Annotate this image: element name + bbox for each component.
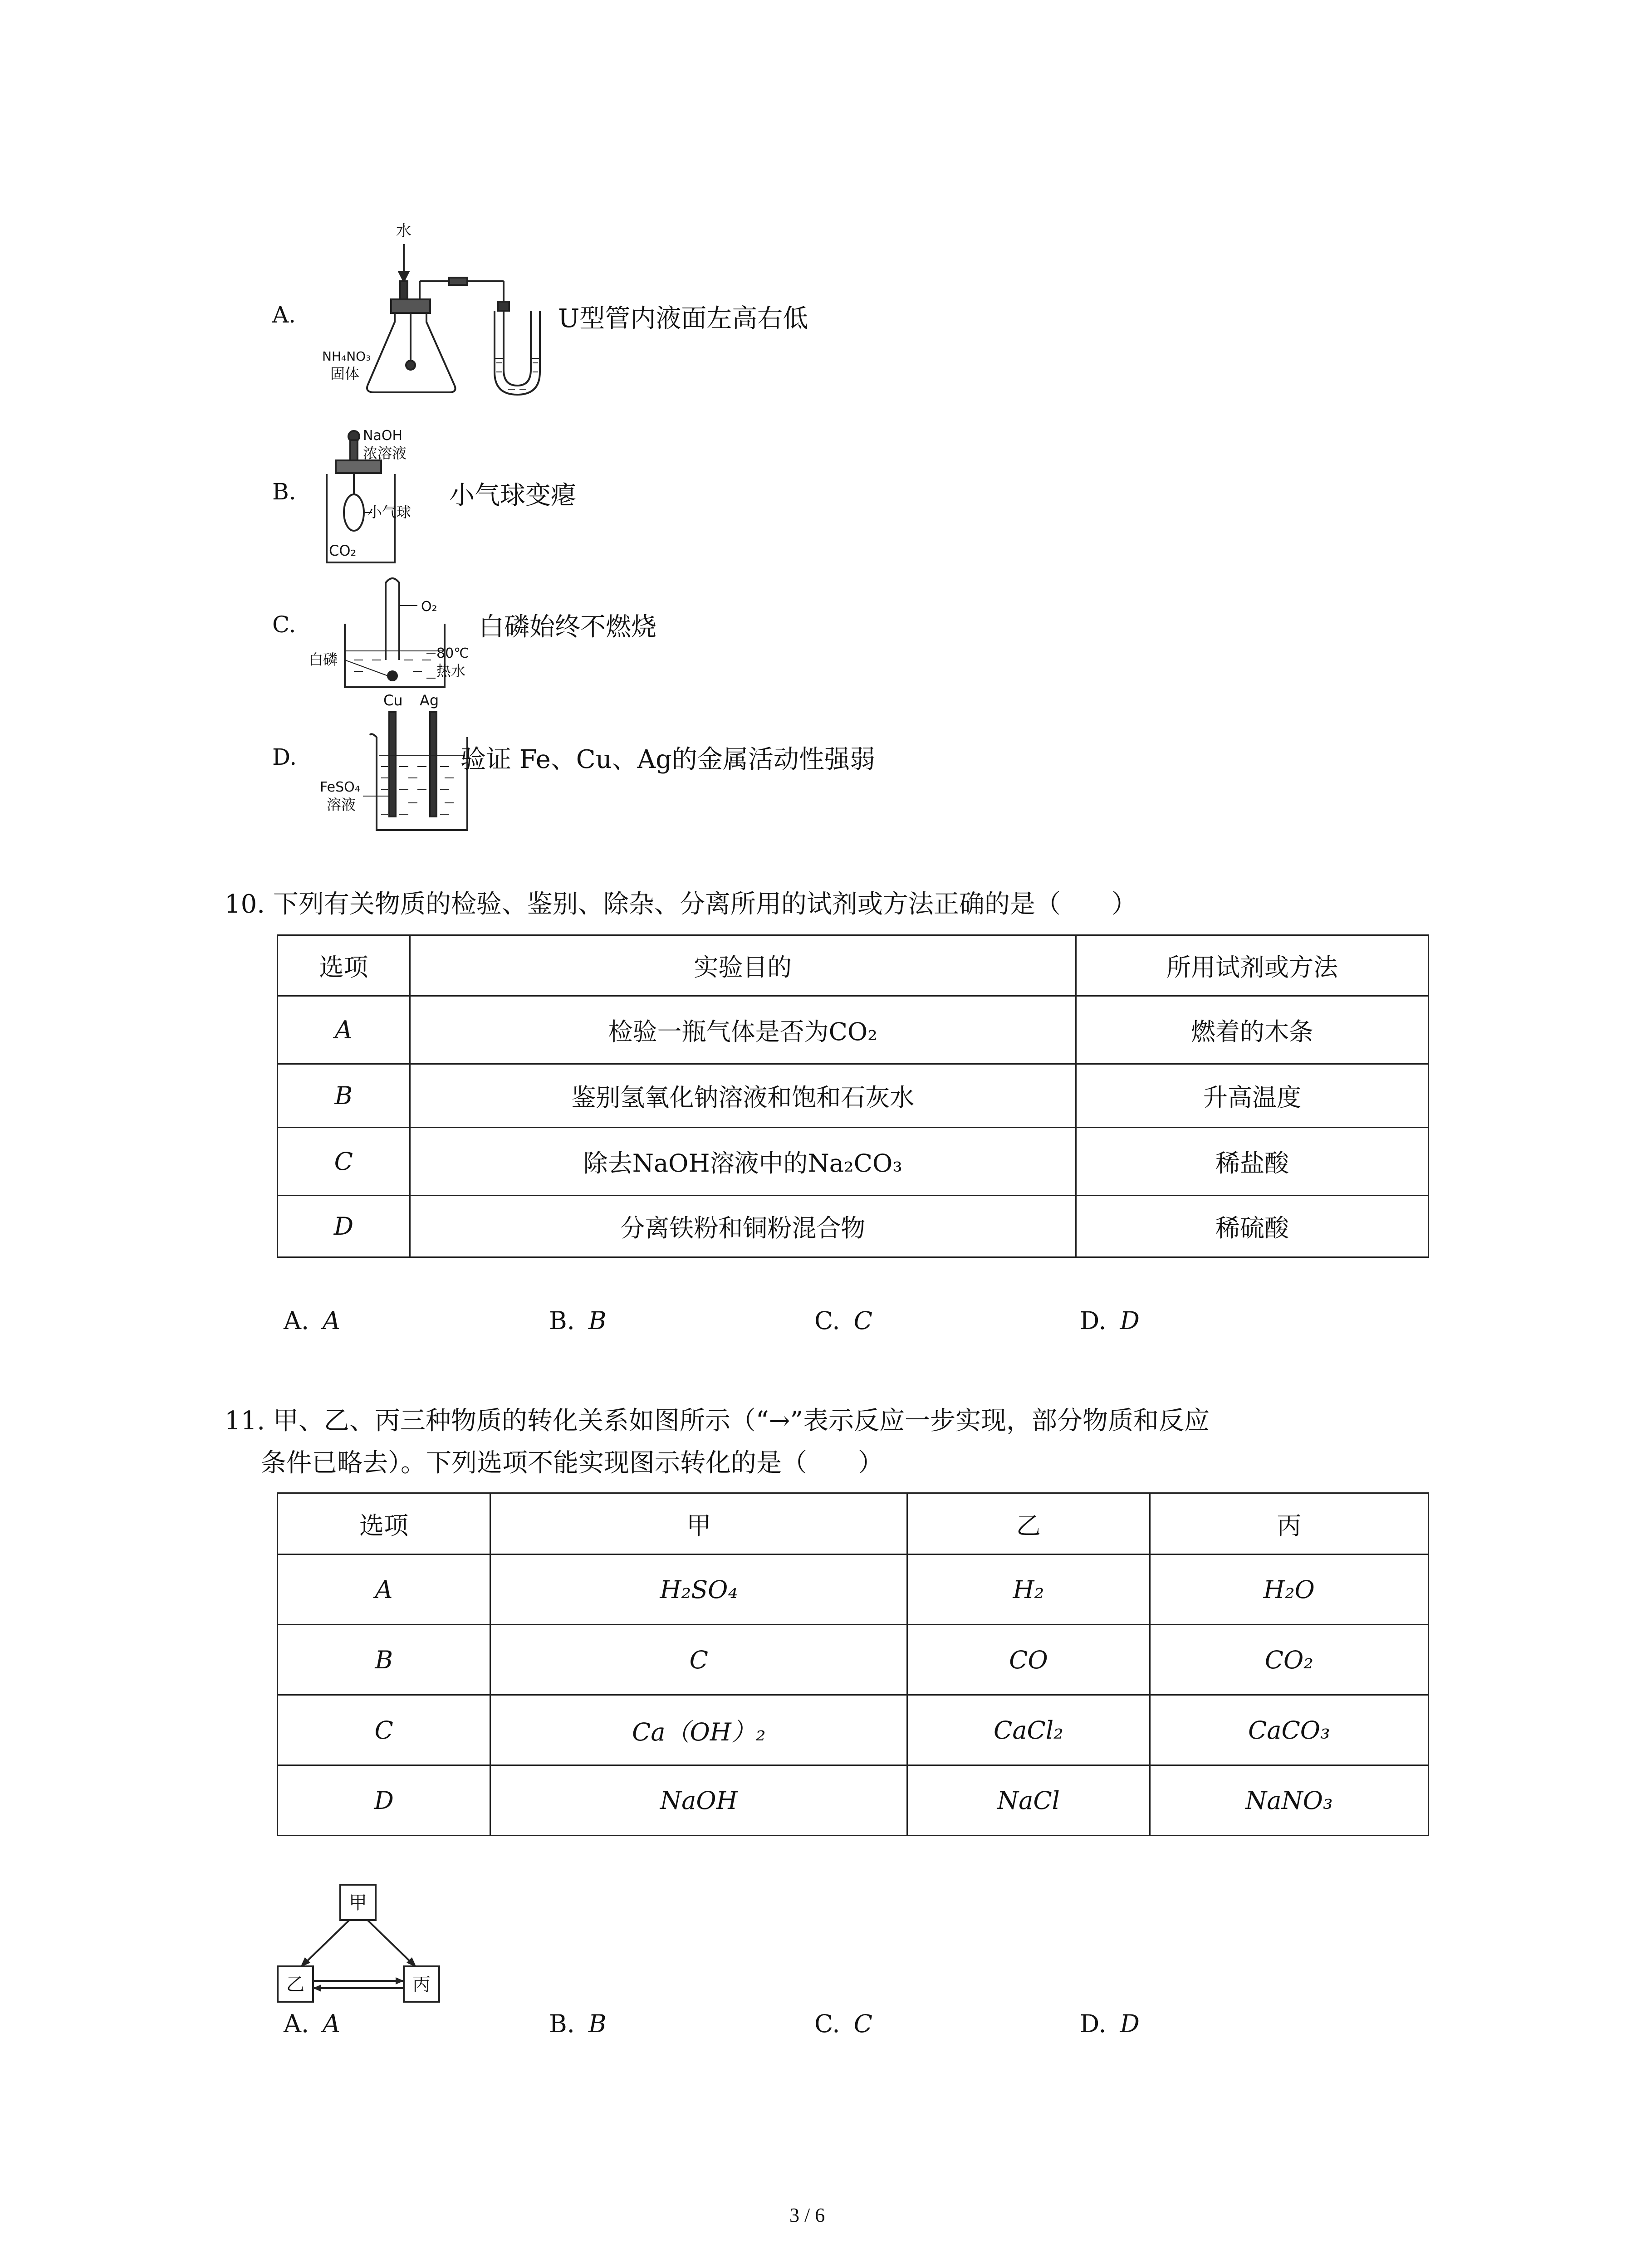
header-cell: 实验目的 <box>410 935 1076 996</box>
yi-cell: CaCl₂ <box>907 1695 1150 1765</box>
svg-text:丙: 丙 <box>412 1974 431 1995</box>
svg-text:CO₂: CO₂ <box>329 542 357 559</box>
jia-cell: H₂SO₄ <box>490 1554 907 1625</box>
option-d-letter: D. <box>272 744 297 770</box>
purpose-cell: 除去NaOH溶液中的Na₂CO₃ <box>410 1128 1076 1196</box>
page-number: 3 / 6 <box>789 2204 825 2226</box>
option-b-letter: B. <box>272 479 296 505</box>
option-b-text: 小气球变瘪 <box>449 481 576 510</box>
bing-cell: CO₂ <box>1150 1625 1428 1695</box>
bing-cell: CaCO₃ <box>1150 1695 1428 1765</box>
table-row <box>278 1625 1429 1695</box>
option-cell: B <box>278 1625 490 1695</box>
q10-answer-d[interactable]: D. D <box>1080 1306 1140 1335</box>
option-cell: D <box>278 1765 490 1836</box>
method-cell: 升高温度 <box>1076 1064 1428 1128</box>
table-row <box>278 1695 1429 1765</box>
header-cell: 甲 <box>490 1493 907 1554</box>
option-c-apparatus-figure <box>309 569 481 701</box>
bing-cell: NaNO₃ <box>1150 1765 1428 1836</box>
svg-text:80℃: 80℃ <box>436 645 469 661</box>
svg-text:浓溶液: 浓溶液 <box>363 445 407 462</box>
svg-text:乙: 乙 <box>286 1974 304 1995</box>
table-header-row <box>278 1493 1429 1554</box>
q11-conversion-diagram <box>272 1880 454 2007</box>
jia-cell: NaOH <box>490 1765 907 1836</box>
q11-answer-b[interactable]: B. B <box>549 2009 607 2038</box>
option-cell: C <box>278 1128 410 1196</box>
svg-text:FeSO₄: FeSO₄ <box>320 779 360 795</box>
svg-text:溶液: 溶液 <box>327 796 356 813</box>
svg-text:小气球: 小气球 <box>367 503 411 521</box>
table-row <box>278 1765 1429 1836</box>
svg-text:固体: 固体 <box>330 365 360 382</box>
svg-text:Ag: Ag <box>420 692 439 709</box>
svg-text:Cu: Cu <box>383 692 403 709</box>
purpose-cell: 鉴别氢氧化钠溶液和饱和石灰水 <box>410 1064 1076 1128</box>
q11-answer-d[interactable]: D. D <box>1080 2009 1140 2038</box>
header-cell: 丙 <box>1150 1493 1428 1554</box>
q10-answer-a[interactable]: A. A <box>284 1306 341 1335</box>
q10-stem: 10. 下列有关物质的检验、鉴别、除杂、分离所用的试剂或方法正确的是（ ） <box>225 890 1137 919</box>
svg-text:甲: 甲 <box>349 1892 367 1913</box>
purpose-cell: 检验一瓶气体是否为CO₂ <box>410 996 1076 1064</box>
svg-text:O₂: O₂ <box>421 599 437 615</box>
table-row <box>278 1554 1429 1625</box>
option-cell: A <box>278 996 410 1064</box>
header-cell: 所用试剂或方法 <box>1076 935 1428 996</box>
table-header-row <box>278 935 1429 996</box>
svg-text:白磷: 白磷 <box>309 651 338 668</box>
method-cell: 稀盐酸 <box>1076 1128 1428 1196</box>
option-cell: B <box>278 1064 410 1128</box>
svg-text:NaOH: NaOH <box>363 428 402 444</box>
option-cell: D <box>278 1196 410 1257</box>
table-row <box>278 996 1429 1064</box>
q11-stem-line2: 条件已略去）。下列选项不能实现图示转化的是（ ） <box>261 1448 883 1478</box>
option-d-apparatus-figure <box>309 687 472 837</box>
option-a-letter: A. <box>272 302 296 328</box>
svg-text:NH₄NO₃: NH₄NO₃ <box>322 349 371 364</box>
jia-cell: Ca（OH）₂ <box>490 1695 907 1765</box>
option-a-apparatus-figure <box>313 213 567 413</box>
header-cell: 选项 <box>278 935 410 996</box>
yi-cell: NaCl <box>907 1765 1150 1836</box>
q11-stem-line1: 11. 甲、乙、丙三种物质的转化关系如图所示（“→”表示反应一步实现，部分物质和反应 <box>225 1406 1210 1436</box>
option-cell: A <box>278 1554 490 1625</box>
yi-cell: CO <box>907 1625 1150 1695</box>
table-row <box>278 1196 1429 1257</box>
method-cell: 稀硫酸 <box>1076 1196 1428 1257</box>
svg-text:水: 水 <box>396 222 411 240</box>
header-cell: 乙 <box>907 1493 1150 1554</box>
q10-answer-b[interactable]: B. B <box>549 1306 607 1335</box>
q11-answer-c[interactable]: C. C <box>814 2009 872 2038</box>
bing-cell: H₂O <box>1150 1554 1428 1625</box>
option-d-text: 验证 Fe、Cu、Ag的金属活动性强弱 <box>460 745 875 774</box>
q10-answer-c[interactable]: C. C <box>814 1306 872 1335</box>
table-row <box>278 1064 1429 1128</box>
yi-cell: H₂ <box>907 1554 1150 1625</box>
q10-table <box>277 934 1429 1258</box>
header-cell: 选项 <box>278 1493 490 1554</box>
method-cell: 燃着的木条 <box>1076 996 1428 1064</box>
purpose-cell: 分离铁粉和铜粉混合物 <box>410 1196 1076 1257</box>
jia-cell: C <box>490 1625 907 1695</box>
q11-table <box>277 1492 1429 1836</box>
table-row <box>278 1128 1429 1196</box>
option-b-apparatus-figure <box>309 426 454 572</box>
svg-text:热水: 热水 <box>436 662 466 679</box>
q11-answer-a[interactable]: A. A <box>284 2009 341 2038</box>
option-c-letter: C. <box>272 611 296 638</box>
option-a-text: U型管内液面左高右低 <box>558 304 808 333</box>
option-c-text: 白磷始终不燃烧 <box>479 612 656 642</box>
option-cell: C <box>278 1695 490 1765</box>
